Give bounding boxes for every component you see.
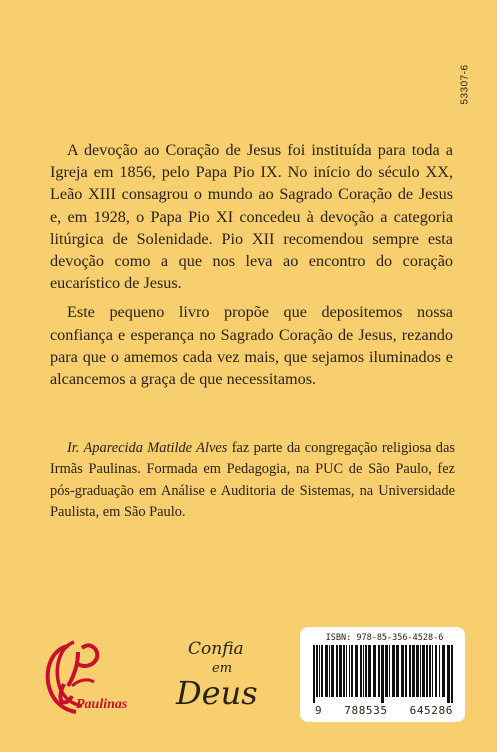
barcode-bar — [355, 645, 358, 697]
barcode-bar — [331, 645, 334, 697]
barcode-bar — [426, 645, 428, 697]
barcode-bar — [346, 645, 347, 697]
barcode-bar — [439, 645, 440, 697]
barcode-digits — [304, 704, 464, 717]
barcode-bar — [416, 645, 419, 697]
barcode-bar — [373, 645, 376, 697]
barcode-bar — [412, 645, 415, 697]
barcode-digit-group: 788535 — [344, 704, 388, 717]
barcode-bar — [343, 645, 345, 697]
series-logo — [170, 632, 260, 712]
barcode-bar — [363, 645, 364, 697]
author-name: Ir. Aparecida Matilde Alves — [67, 440, 228, 456]
barcode-digit-group: 645286 — [409, 704, 453, 717]
barcode-bar — [351, 645, 353, 697]
barcode-bar — [329, 645, 330, 697]
author-bio — [50, 438, 455, 524]
series-title-line3: Deus — [176, 674, 258, 712]
barcode-bar — [389, 645, 390, 697]
barcode-bar — [396, 645, 399, 697]
barcode-bar — [405, 645, 407, 697]
barcode-bar — [365, 645, 367, 697]
isbn-text: ISBN: 978-85-356-4528-6 — [325, 633, 444, 643]
barcode-digit-group: 9 — [315, 704, 323, 717]
barcode-bar — [429, 645, 431, 697]
barcode-bar — [313, 645, 315, 703]
barcode-bar — [401, 645, 404, 697]
barcode-bar — [435, 645, 437, 697]
barcode-label — [300, 627, 465, 722]
paulinas-logo-icon — [38, 638, 138, 720]
barcode-bar — [321, 645, 323, 697]
barcode-bar — [316, 645, 318, 697]
barcode-bar — [360, 645, 362, 697]
barcode-bar — [392, 645, 395, 697]
barcode-bar — [420, 645, 421, 697]
barcode-bar — [378, 645, 380, 697]
barcode-bar — [325, 645, 328, 697]
barcode-bar — [432, 645, 433, 697]
barcode-bar — [381, 645, 384, 703]
book-description — [50, 139, 453, 390]
barcode-bar — [442, 645, 445, 697]
barcode-bar — [368, 645, 371, 697]
barcode-bar — [319, 645, 320, 697]
barcode-bar — [422, 645, 425, 697]
barcode-bar — [451, 645, 453, 703]
publisher-logo — [38, 638, 138, 720]
series-title-line2: em — [212, 661, 233, 676]
barcode-icon — [312, 645, 453, 703]
publisher-name: Paulinas — [76, 697, 128, 712]
author-bio-text: faz parte da congregação religiosa das Irmãs Paulinas. Formada em Pedagogia, na PUC de São Paulo, fez pós-graduação em Análise e Auditoria de Sistemas, na Universidade Paulista, em São Paulo. — [50, 440, 455, 521]
description-paragraph-1: A devoção ao Coração de Jesus foi instituída para toda a Igreja em 1856, pelo Papa Pio IX. No início do século XX, Leão XIII consagrou o mundo ao Sagrado Coração de Jesus e, em 1928, o Papa Pio XI concedeu à devoção a categoria litúrgica de Solenidade. Pio XII recomendou sempre esta devoção como a que nos leva ao encontro do coração eucarístico de Jesus. — [50, 141, 453, 293]
barcode-bar — [336, 645, 338, 697]
series-title-line1: Confia — [188, 639, 244, 659]
barcode-bar — [447, 645, 450, 703]
barcode-bar — [349, 645, 350, 697]
product-code: 53307-6 — [459, 63, 471, 105]
barcode-bar — [339, 645, 342, 697]
barcode-bar — [385, 645, 388, 697]
description-paragraph-2: Este pequeno livro propõe que depositemos nossa confiança e esperança no Sagrado Coração de Jesus, rezando para que o amemos cada vez mais, que sejamos iluminados e alcancemos a graça de que necessitamos. — [50, 303, 453, 389]
barcode-bar — [409, 645, 411, 697]
